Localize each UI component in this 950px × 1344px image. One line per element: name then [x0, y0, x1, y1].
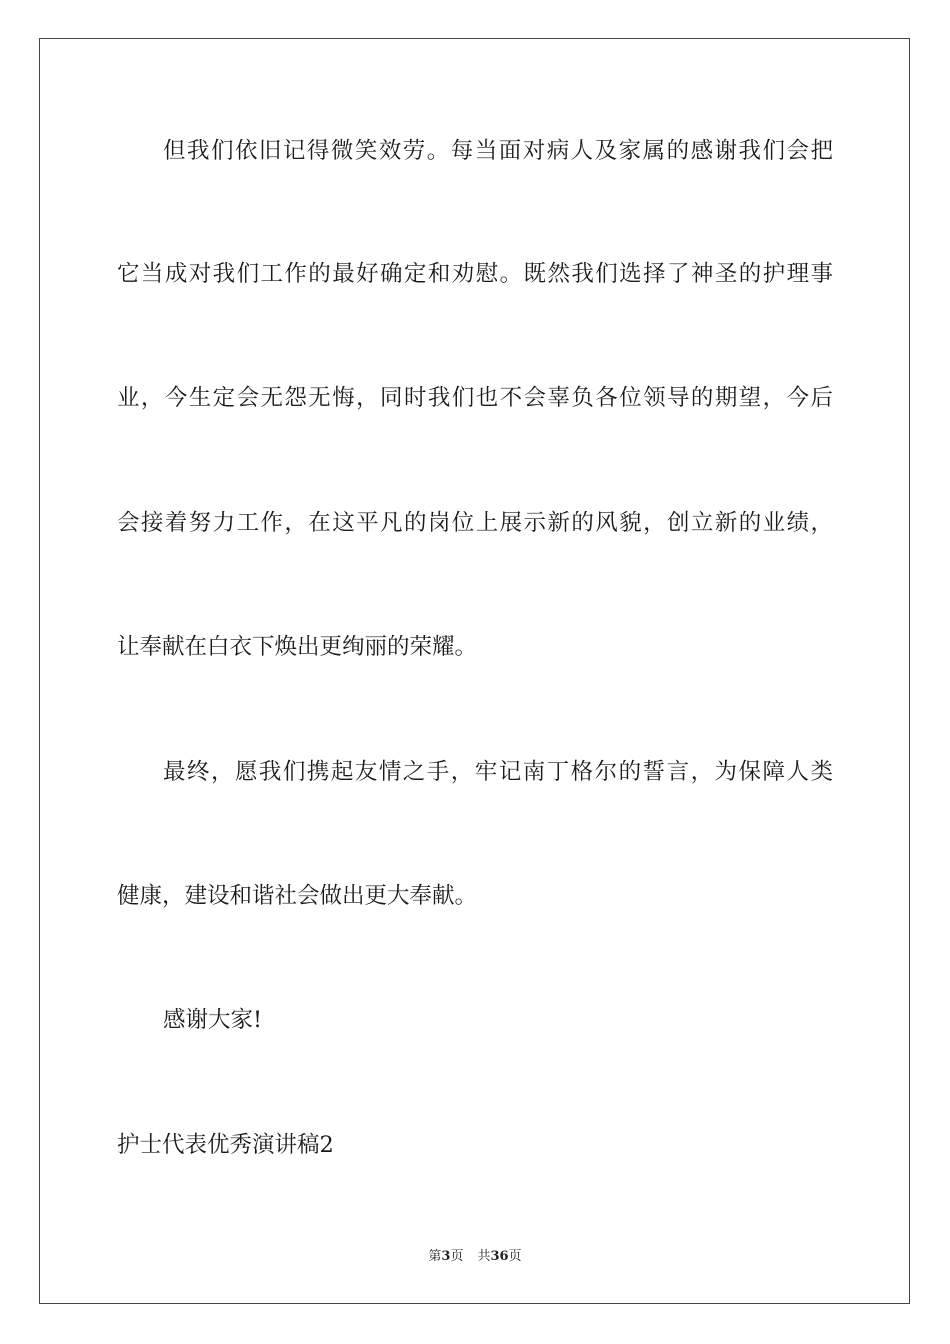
- paragraph-line-3: 业，今生定会无怨无悔，同时我们也不会辜负各位领导的期望，今后: [117, 385, 833, 411]
- paragraph-line-4: 会接着努力工作，在这平凡的岗位上展示新的风貌，创立新的业绩，: [117, 510, 833, 536]
- paragraph-line-2: 它当成对我们工作的最好确定和劝慰。既然我们选择了神圣的护理事: [117, 261, 833, 287]
- footer-total-prefix: 共: [477, 1249, 491, 1264]
- paragraph-line-7: 健康，建设和谐社会做出更大奉献。: [117, 883, 478, 909]
- paragraph-line-6: 最终，愿我们携起友情之手，牢记南丁格尔的誓言，为保障人类: [163, 759, 833, 785]
- section-heading: 护士代表优秀演讲稿2: [117, 1132, 334, 1158]
- paragraph-line-5: 让奉献在白衣下焕出更绚丽的荣耀。: [117, 634, 478, 660]
- page-footer: [0, 1248, 950, 1266]
- footer-total-suffix: 页: [508, 1249, 522, 1264]
- footer-page-number: 3: [441, 1249, 451, 1264]
- page-frame: [39, 38, 910, 1304]
- footer-page-prefix: 第: [428, 1249, 442, 1264]
- footer-page-suffix: 页: [450, 1249, 464, 1264]
- closing-thanks: 感谢大家!: [163, 1007, 263, 1033]
- paragraph-line-1: 但我们依旧记得微笑效劳。每当面对病人及家属的感谢我们会把: [163, 138, 833, 164]
- footer-total-pages: 36: [490, 1249, 509, 1264]
